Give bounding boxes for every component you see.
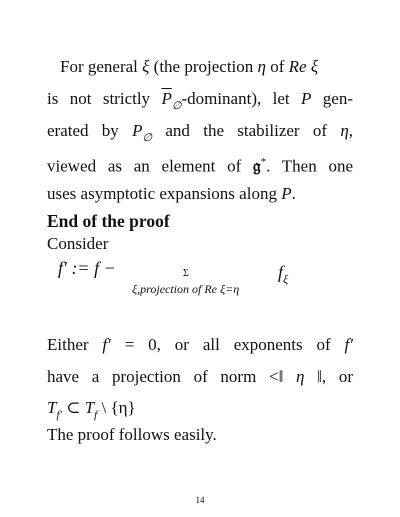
text-line: Either f′ = 0, or all exponents of f′ [47,335,353,354]
text-line: For general ξ (the projection η of Re ξ [60,57,319,76]
equation-lhs: f′ := f − [58,258,116,278]
text-line: The proof follows easily. [47,425,217,444]
text-line: $T_{f'}$ ⊂ $T_f$ \ {η} [47,398,136,421]
text-line: uses asymptotic expansions along P. [47,184,296,203]
page-number: 14 [195,495,205,505]
text-line: Consider [47,234,109,253]
equation [58,258,358,308]
section-heading: End of the proof [47,211,170,231]
text-line: viewed as an element of 𝔤*. Then one [47,156,354,177]
sum-condition: ξ,projection of Re ξ=η [132,282,240,296]
text-line: have a projection of norm <‖ η ‖, or [47,367,354,386]
text-line: is not strictly $\overline{P}_\emptyset-dominant$), let P gen- [47,89,353,112]
sum-symbol: Σ [183,268,189,279]
text-line: erated by $P_\emptyset$ and the stabilizer of η, [47,121,354,144]
equation-term: $f_\xi$ [278,262,289,286]
